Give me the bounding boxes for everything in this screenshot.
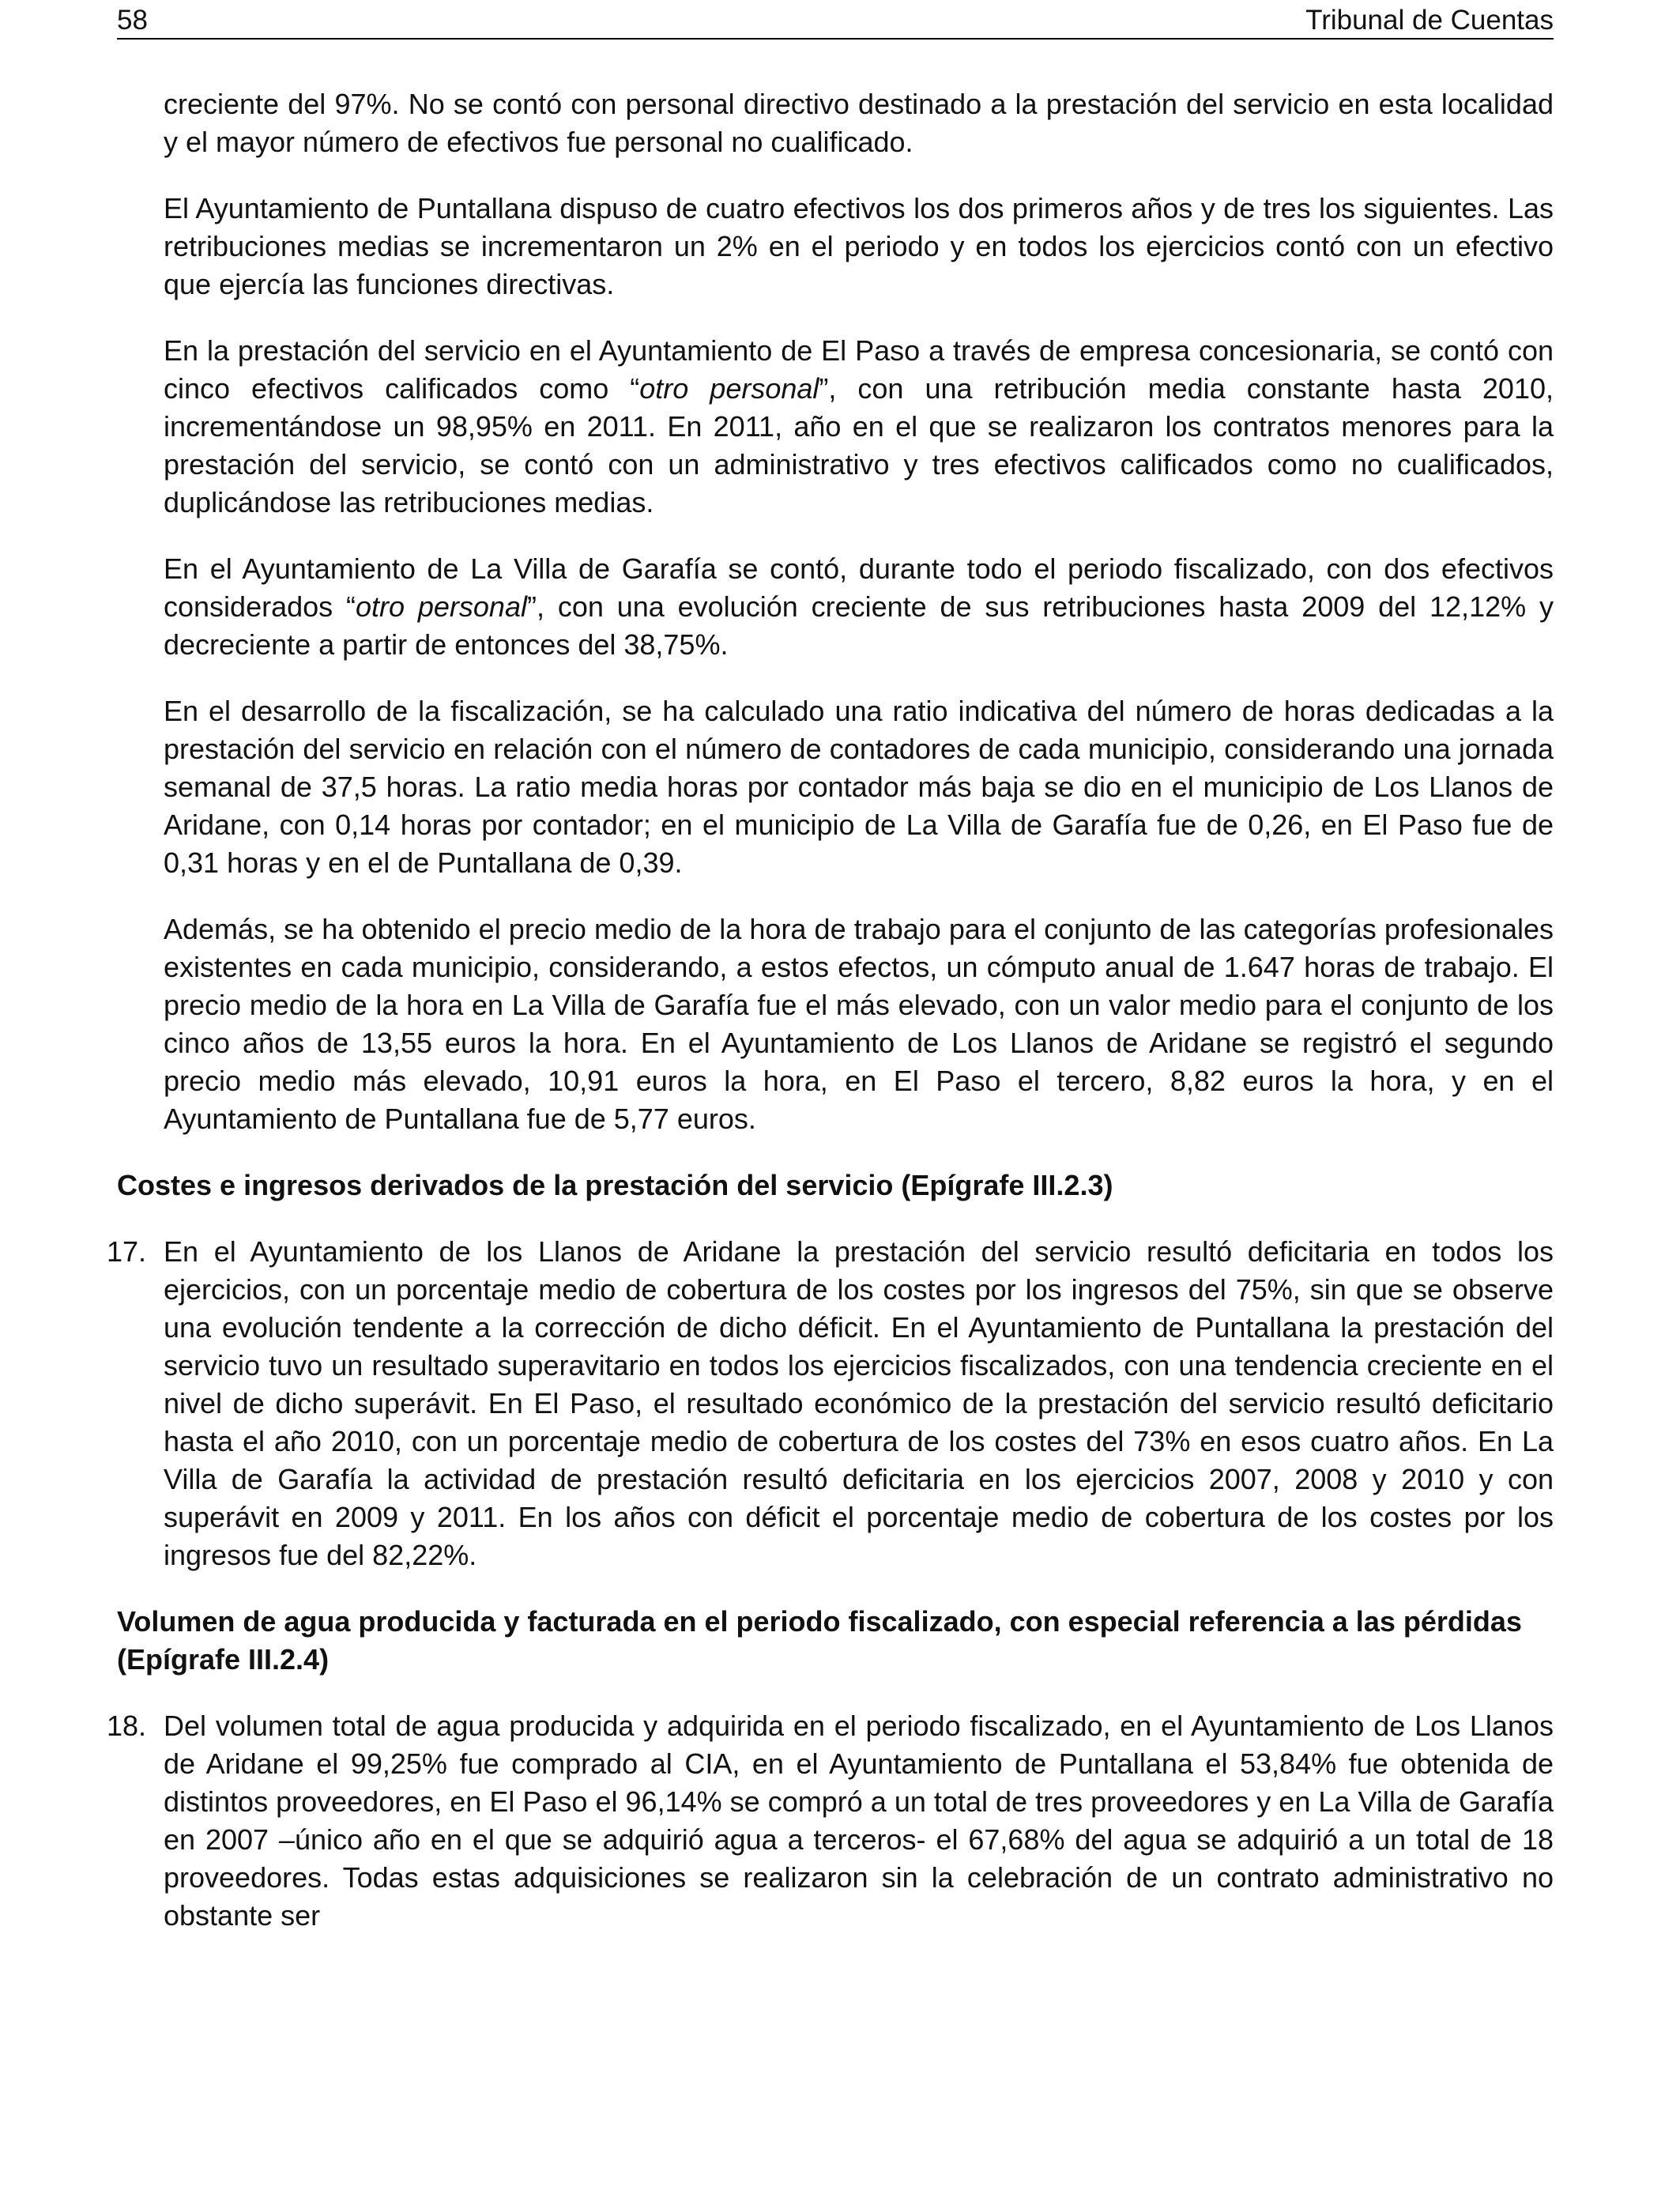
emphasis-otro-personal: otro personal xyxy=(639,372,819,405)
emphasis-otro-personal: otro personal xyxy=(355,590,527,623)
paragraph-4: En el Ayuntamiento de La Villa de Garafía se contó, durante todo el periodo fiscalizado, con dos efectivos considerados “otro personal”, con una evolución creciente de sus retribuciones hasta 2009 del 12,12% y decreciente a partir de entonces del 38,75%. xyxy=(164,552,1554,661)
paragraph-2: El Ayuntamiento de Puntallana dispuso de cuatro efectivos los dos primeros años y de tres los siguientes. Las retribuciones medias se incrementaron un 2% en el periodo y en todos los ejercicios contó con un efectivo que ejercía las funciones directivas. xyxy=(164,192,1554,300)
page-header xyxy=(117,3,1554,40)
item-number: 18. xyxy=(107,1710,147,1742)
item-number: 17. xyxy=(107,1235,147,1268)
section-heading-volumen: Volumen de agua producida y facturada en el periodo fiscalizado, con especial referencia a las pérdidas (Epígrafe III.2.4) xyxy=(117,1605,1522,1676)
page-body xyxy=(107,85,1554,1963)
page-number: 58 xyxy=(117,5,148,36)
section-heading-costes: Costes e ingresos derivados de la prestación del servicio (Epígrafe III.2.3) xyxy=(117,1169,1113,1201)
paragraph-3: En la prestación del servicio en el Ayuntamiento de El Paso a través de empresa concesionaria, se contó con cinco efectivos calificados como “otro personal”, con una retribución media constante hasta 2010, incrementándose un 98,95% en 2011. En 2011, año en el que se realizaron los contratos menores para la prestación del servicio, se contó con un administrativo y tres efectivos calificados como no cualificados, duplicándose las retribuciones medias. xyxy=(164,334,1554,518)
running-title: Tribunal de Cuentas xyxy=(1305,5,1554,36)
paragraph-6: Además, se ha obtenido el precio medio de la hora de trabajo para el conjunto de las categorías profesionales existentes en cada municipio, considerando, a estos efectos, un cómputo anual de 1.647 horas de trabajo. El precio medio de la hora en La Villa de Garafía fue el más elevado, con un valor medio para el conjunto de los cinco años de 13,55 euros la hora. En el Ayuntamiento de Los Llanos de Aridane se registró el segundo precio medio más elevado, 10,91 euros la hora, en El Paso el tercero, 8,82 euros la hora, y en el Ayuntamiento de Puntallana fue de 5,77 euros. xyxy=(164,913,1554,1135)
paragraph-1: creciente del 97%. No se contó con personal directivo destinado a la prestación del servicio en esta localidad y el mayor número de efectivos fue personal no cualificado. xyxy=(164,88,1554,158)
item-text: Del volumen total de agua producida y adquirida en el periodo fiscalizado, en el Ayuntamiento de Los Llanos de Aridane el 99,25% fue comprado al CIA, en el Ayuntamiento de Puntallana el 53,84% fue obtenida de distintos proveedores, en El Paso el 96,14% se compró a un total de tres proveedores y en La Villa de Garafía en 2007 –único año en el que se adquirió agua a terceros- el 67,68% del agua se adquirió a un total de 18 proveedores. Todas estas adquisiciones se realizaron sin la celebración de un contrato administrativo no obstante ser xyxy=(164,1710,1554,1932)
numbered-item-17 xyxy=(107,1233,1554,1574)
numbered-item-18 xyxy=(107,1707,1554,1935)
paragraph-5: En el desarrollo de la fiscalización, se ha calculado una ratio indicativa del número de horas dedicadas a la prestación del servicio en relación con el número de contadores de cada municipio, considerando una jornada semanal de 37,5 horas. La ratio media horas por contador más baja se dio en el municipio de Los Llanos de Aridane, con 0,14 horas por contador; en el municipio de La Villa de Garafía fue de 0,26, en El Paso fue de 0,31 horas y en el de Puntallana de 0,39. xyxy=(164,695,1554,879)
item-text: En el Ayuntamiento de los Llanos de Aridane la prestación del servicio resultó deficitaria en todos los ejercicios, con un porcentaje medio de cobertura de los costes por los ingresos del 75%, sin que se observe una evolución tendente a la corrección de dicho déficit. En el Ayuntamiento de Puntallana la prestación del servicio tuvo un resultado superavitario en todos los ejercicios fiscalizados, con una tendencia creciente en el nivel de dicho superávit. En El Paso, el resultado económico de la prestación del servicio resultó deficitario hasta el año 2010, con un porcentaje medio de cobertura de los costes del 73% en esos cuatro años. En La Villa de Garafía la actividad de prestación resultó deficitaria en los ejercicios 2007, 2008 y 2010 y con superávit en 2009 y 2011. En los años con déficit el porcentaje medio de cobertura de los costes por los ingresos fue del 82,22%. xyxy=(164,1235,1554,1571)
